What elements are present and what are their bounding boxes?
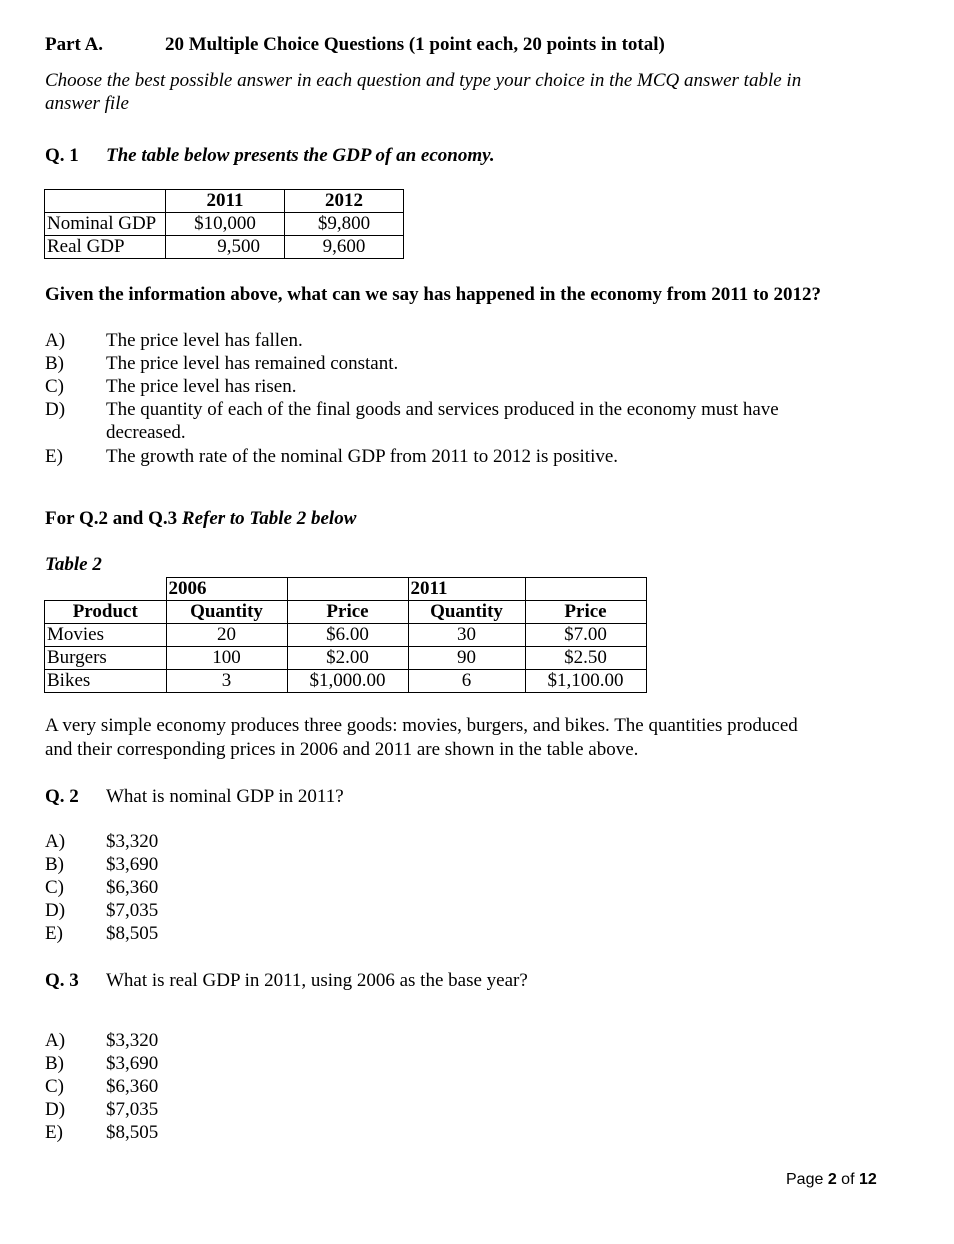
refer-line bbox=[45, 508, 356, 530]
option-text: $8,505 bbox=[106, 923, 159, 944]
option-letter: B) bbox=[45, 1053, 64, 1074]
option-text: $6,360 bbox=[106, 877, 159, 898]
option-letter: C) bbox=[45, 877, 64, 898]
table2-cell: Movies bbox=[45, 624, 167, 647]
gdp-cell: 9,600 bbox=[285, 236, 404, 259]
option-letter: B) bbox=[45, 854, 64, 875]
table-row bbox=[45, 670, 647, 693]
option-text-cont: decreased. bbox=[106, 422, 186, 443]
instructions-line2: answer file bbox=[45, 93, 129, 114]
table2-cell: $1,000.00 bbox=[287, 670, 408, 693]
gdp-header-2011: 2011 bbox=[166, 190, 285, 213]
table2-cell: Burgers bbox=[45, 647, 167, 670]
option-letter: D) bbox=[45, 1099, 66, 1120]
option-text: $8,505 bbox=[106, 1122, 159, 1143]
page-of: of bbox=[836, 1171, 859, 1188]
option-letter: C) bbox=[45, 1076, 64, 1097]
option-text: $7,035 bbox=[106, 900, 159, 921]
option-text: $3,690 bbox=[106, 1053, 159, 1074]
table2-cell: Bikes bbox=[45, 670, 167, 693]
table2-cell: $6.00 bbox=[287, 624, 408, 647]
option-text: The price level has risen. bbox=[106, 376, 297, 397]
table2-cell: $1,100.00 bbox=[525, 670, 646, 693]
gdp-cell: $10,000 bbox=[166, 213, 285, 236]
table-row bbox=[45, 647, 647, 670]
table2-year-2006: 2006 bbox=[166, 578, 287, 601]
option-letter: E) bbox=[45, 446, 63, 467]
page-number bbox=[786, 1171, 877, 1189]
description-line2: and their corresponding prices in 2006 and 2011 are shown in the table above. bbox=[45, 739, 639, 760]
gdp-row-label: Real GDP bbox=[45, 236, 166, 259]
option-text: The growth rate of the nominal GDP from 2011 to 2012 is positive. bbox=[106, 446, 619, 467]
option-letter: B) bbox=[45, 353, 64, 374]
table2-cell: $2.00 bbox=[287, 647, 408, 670]
option-text: $6,360 bbox=[106, 1076, 159, 1097]
refer-italic: Refer to Table 2 below bbox=[181, 508, 357, 529]
table2-cell: $2.50 bbox=[525, 647, 646, 670]
table-row bbox=[45, 624, 647, 647]
instructions-line1: Choose the best possible answer in each question and type your choice in the MCQ answer table in bbox=[45, 70, 802, 91]
gdp-row-label: Nominal GDP bbox=[45, 213, 166, 236]
refer-bold: For Q.2 and Q.3 bbox=[45, 508, 178, 529]
option-text: The price level has fallen. bbox=[106, 330, 303, 351]
q2-number: Q. 2 bbox=[45, 786, 79, 807]
table2-cell: 20 bbox=[166, 624, 287, 647]
option-letter: A) bbox=[45, 1030, 66, 1051]
gdp-cell: 9,500 bbox=[166, 236, 285, 259]
page-prefix: Page bbox=[786, 1171, 828, 1188]
part-heading: 20 Multiple Choice Questions (1 point each, 20 points in total) bbox=[165, 34, 665, 55]
table2-header: Quantity bbox=[166, 601, 287, 624]
option-text: The price level has remained constant. bbox=[106, 353, 399, 374]
q1-text: The table below presents the GDP of an economy. bbox=[106, 145, 495, 166]
option-letter: E) bbox=[45, 1122, 63, 1143]
q1-prompt: Given the information above, what can we say has happened in the economy from 2011 to 2012? bbox=[45, 284, 822, 305]
page-total: 12 bbox=[858, 1171, 877, 1188]
table2-caption: Table 2 bbox=[45, 554, 102, 575]
q1-number: Q. 1 bbox=[45, 145, 79, 166]
table2-header: Product bbox=[45, 601, 167, 624]
table2-header: Price bbox=[287, 601, 408, 624]
option-text: $7,035 bbox=[106, 1099, 159, 1120]
option-letter: A) bbox=[45, 831, 66, 852]
table2-header: Price bbox=[525, 601, 646, 624]
gdp-table bbox=[44, 189, 404, 259]
gdp-header-2012: 2012 bbox=[285, 190, 404, 213]
option-letter: D) bbox=[45, 399, 66, 420]
q3-text: What is real GDP in 2011, using 2006 as the base year? bbox=[106, 970, 528, 991]
table2 bbox=[44, 577, 647, 693]
page-current: 2 bbox=[827, 1171, 837, 1188]
option-text: $3,690 bbox=[106, 854, 159, 875]
table2-cell: $7.00 bbox=[525, 624, 646, 647]
table2-cell: 90 bbox=[408, 647, 525, 670]
option-letter: E) bbox=[45, 923, 63, 944]
table2-year-2011: 2011 bbox=[408, 578, 525, 601]
table2-cell: 6 bbox=[408, 670, 525, 693]
q2-text: What is nominal GDP in 2011? bbox=[106, 786, 344, 807]
option-letter: D) bbox=[45, 900, 66, 921]
option-text: The quantity of each of the final goods and services produced in the economy must have bbox=[106, 399, 779, 420]
option-text: $3,320 bbox=[106, 831, 159, 852]
table2-cell: 3 bbox=[166, 670, 287, 693]
option-text: $3,320 bbox=[106, 1030, 159, 1051]
q3-number: Q. 3 bbox=[45, 970, 79, 991]
table2-cell: 30 bbox=[408, 624, 525, 647]
table2-cell: 100 bbox=[166, 647, 287, 670]
part-label: Part A. bbox=[45, 34, 104, 55]
gdp-cell: $9,800 bbox=[285, 213, 404, 236]
description-line1: A very simple economy produces three goods: movies, burgers, and bikes. The quantities produced bbox=[45, 715, 798, 736]
table2-header: Quantity bbox=[408, 601, 525, 624]
option-letter: C) bbox=[45, 376, 64, 397]
option-letter: A) bbox=[45, 330, 66, 351]
